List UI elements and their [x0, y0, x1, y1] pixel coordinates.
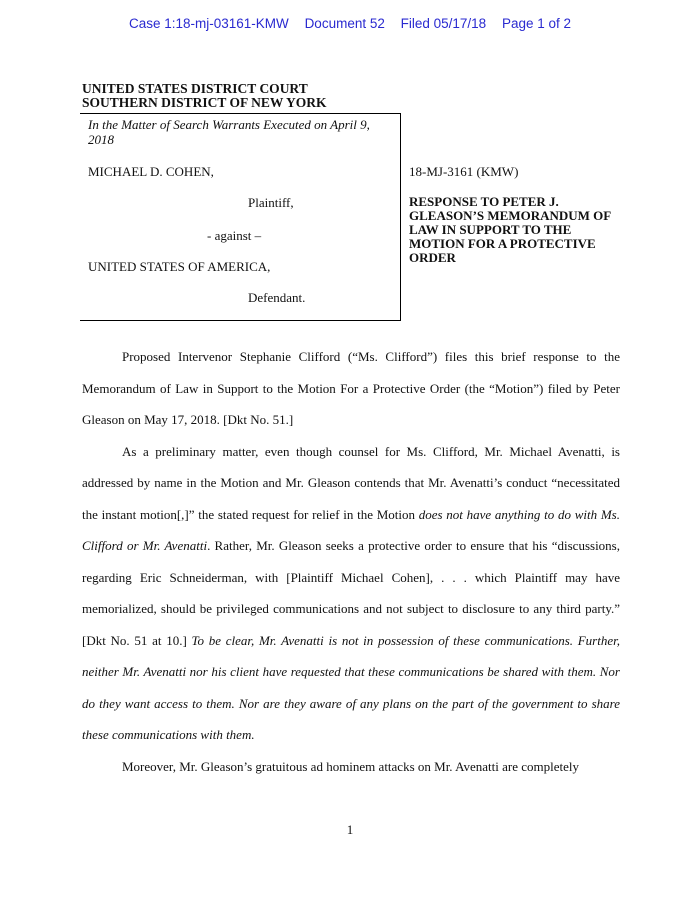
paragraph-3: Moreover, Mr. Gleason’s gratuitous ad hominem attacks on Mr. Avenatti are completely [122, 758, 580, 774]
caption-matter: In the Matter of Search Warrants Executed on April 9, 2018 [88, 117, 370, 147]
paragraph-2-italic-d: To be clear, Mr. Avenatti is not in possession of these communications. Further, neither Mr. Avenatti nor his client have requested that these communications be shared with them. Nor do they want access to them. Nor are they aware of any plans on the part of the government to share these communications with them. [82, 632, 620, 742]
plaintiff-role: Plaintiff, [248, 195, 294, 210]
paragraph-2-part-a: As a preliminary matter, even though counsel for Ms. Clifford, Mr. Michael Avenatti, is addressed by name in the Motion and Mr. Gleason contends that Mr. Avenatti’s conduct “necessitated the instant motion[,]” the stated request for relief in the Motion [82, 443, 620, 522]
against-line: - against – [207, 228, 262, 243]
court-heading [82, 82, 327, 110]
paragraph-2 [82, 436, 620, 751]
case-number: 18-MJ-3161 (KMW) [409, 164, 519, 179]
stamp-page: Page 1 of 2 [501, 16, 572, 31]
paragraph-2-part-c: . Rather, Mr. Gleason seeks a protective order to ensure that his “discussions, regarding Eric Schneiderman, with [Plaintiff Michael Cohen], . . . which Plaintiff may have memorialized, should be privileged communications and not subject to disclosure to any third party.” [Dkt No. 51 at 10.] [82, 538, 620, 648]
document-body [82, 341, 620, 782]
paragraph-1: Proposed Intervenor Stephanie Clifford (“Ms. Clifford”) files this brief response to the Memorandum of Law in Support to the Motion For a Protective Order (the “Motion”) filed by Peter Gleason on May 17, 2018. [Dkt No. 51.] [82, 349, 620, 427]
document-title: RESPONSE TO PETER J. GLEASON’S MEMORANDUM OF LAW IN SUPPORT TO THE MOTION FOR A PROTECTIVE ORDER [409, 194, 611, 265]
plaintiff-name: MICHAEL D. COHEN, [88, 164, 214, 179]
stamp-document: Document 52 [304, 16, 385, 31]
court-line-1: UNITED STATES DISTRICT COURT [82, 81, 308, 96]
defendant-role: Defendant. [248, 290, 306, 305]
stamp-case: Case 1:18-mj-03161-KMW [128, 16, 289, 31]
stamp-filed: Filed 05/17/18 [400, 16, 487, 31]
paragraph-2-italic-b: does not have anything to do with Ms. Clifford or Mr. Avenatti [82, 506, 620, 553]
defendant-name: UNITED STATES OF AMERICA, [88, 259, 271, 274]
page-number: 1 [346, 822, 354, 837]
court-line-2: SOUTHERN DISTRICT OF NEW YORK [82, 95, 327, 110]
filing-header-stamp [0, 16, 700, 31]
